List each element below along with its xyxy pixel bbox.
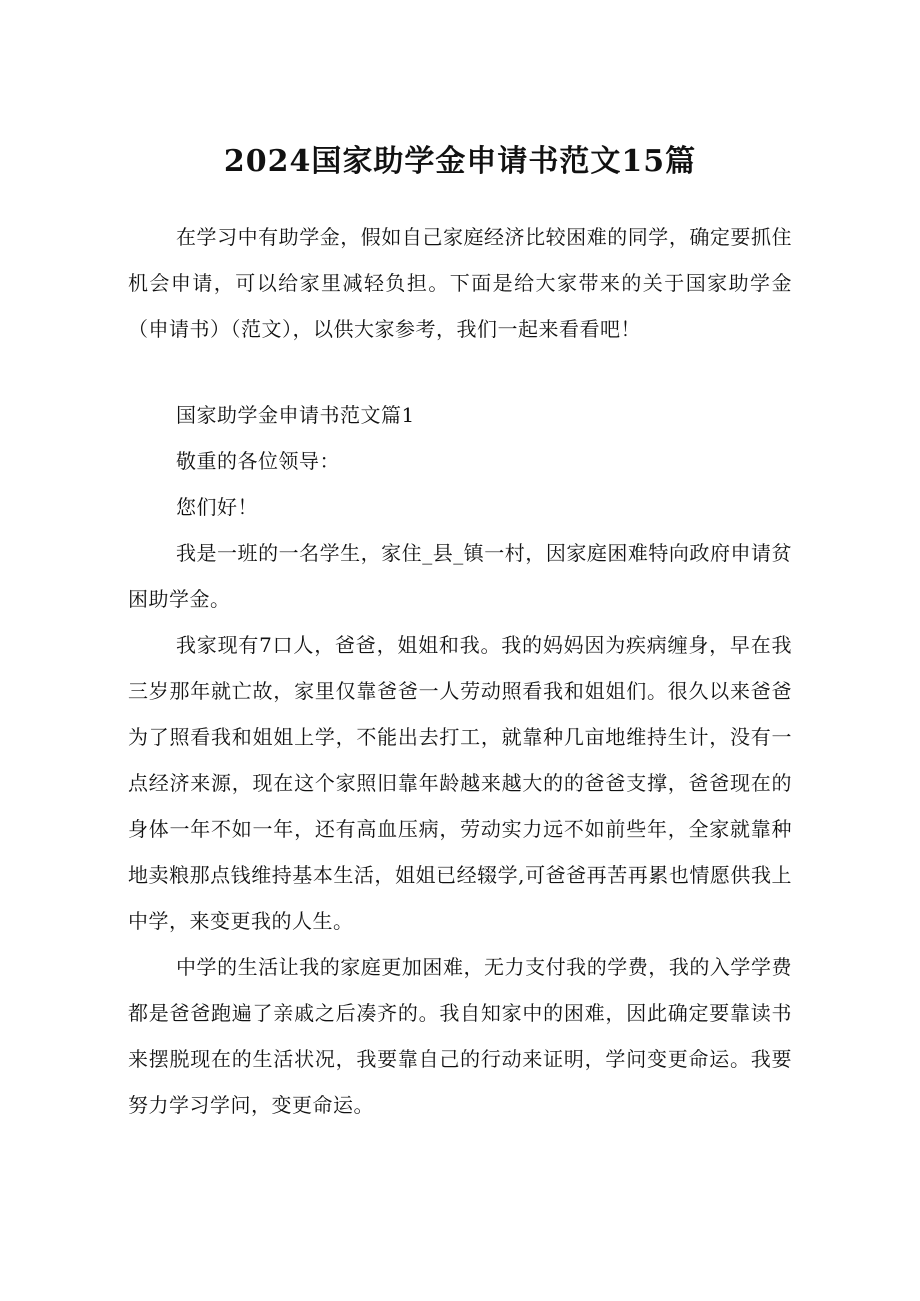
salutation: 敬重的各位领导：	[176, 449, 340, 473]
document-body	[128, 214, 792, 1128]
section-heading: 国家助学金申请书范文篇1	[176, 403, 415, 427]
greeting: 您们好！	[176, 495, 258, 519]
body-paragraph-1: 我是一班的一名学生，家住_县_镇一村，因家庭困难特向政府申请贫困助学金。	[128, 541, 792, 611]
body-paragraph-2: 我家现有7口人，爸爸，姐姐和我。我的妈妈因为疾病缠身，早在我三岁那年就亡故，家里仅靠爸爸一人劳动照看我和姐姐们。很久以来爸爸为了照看我和姐姐上学，不能出去打工，就靠种几亩地维持生计，没有一点经济来源，现在这个家照旧靠年龄越来越大的的爸爸支撑，爸爸现在的身体一年不如一年，还有高血压病，劳动实力远不如前些年，全家就靠种地卖粮那点钱维持基本生活，姐姐已经辍学,可爸爸再苦再累也情愿供我上中学，来变更我的人生。	[128, 633, 792, 933]
body-paragraph-3: 中学的生活让我的家庭更加困难，无力支付我的学费，我的入学学费都是爸爸跑遍了亲戚之后凑齐的。我自知家中的困难，因此确定要靠读书来摆脱现在的生活状况，我要靠自己的行动来证明，学问变更命运。我要努力学习学问，变更命运。	[128, 955, 792, 1117]
intro-paragraph: 在学习中有助学金，假如自己家庭经济比较困难的同学，确定要抓住机会申请，可以给家里减轻负担。下面是给大家带来的关于国家助学金（申请书）（范文），以供大家参考，我们一起来看看吧！	[128, 225, 792, 341]
document-title: 2024国家助学金申请书范文15篇	[223, 144, 697, 179]
spacer	[128, 352, 792, 392]
